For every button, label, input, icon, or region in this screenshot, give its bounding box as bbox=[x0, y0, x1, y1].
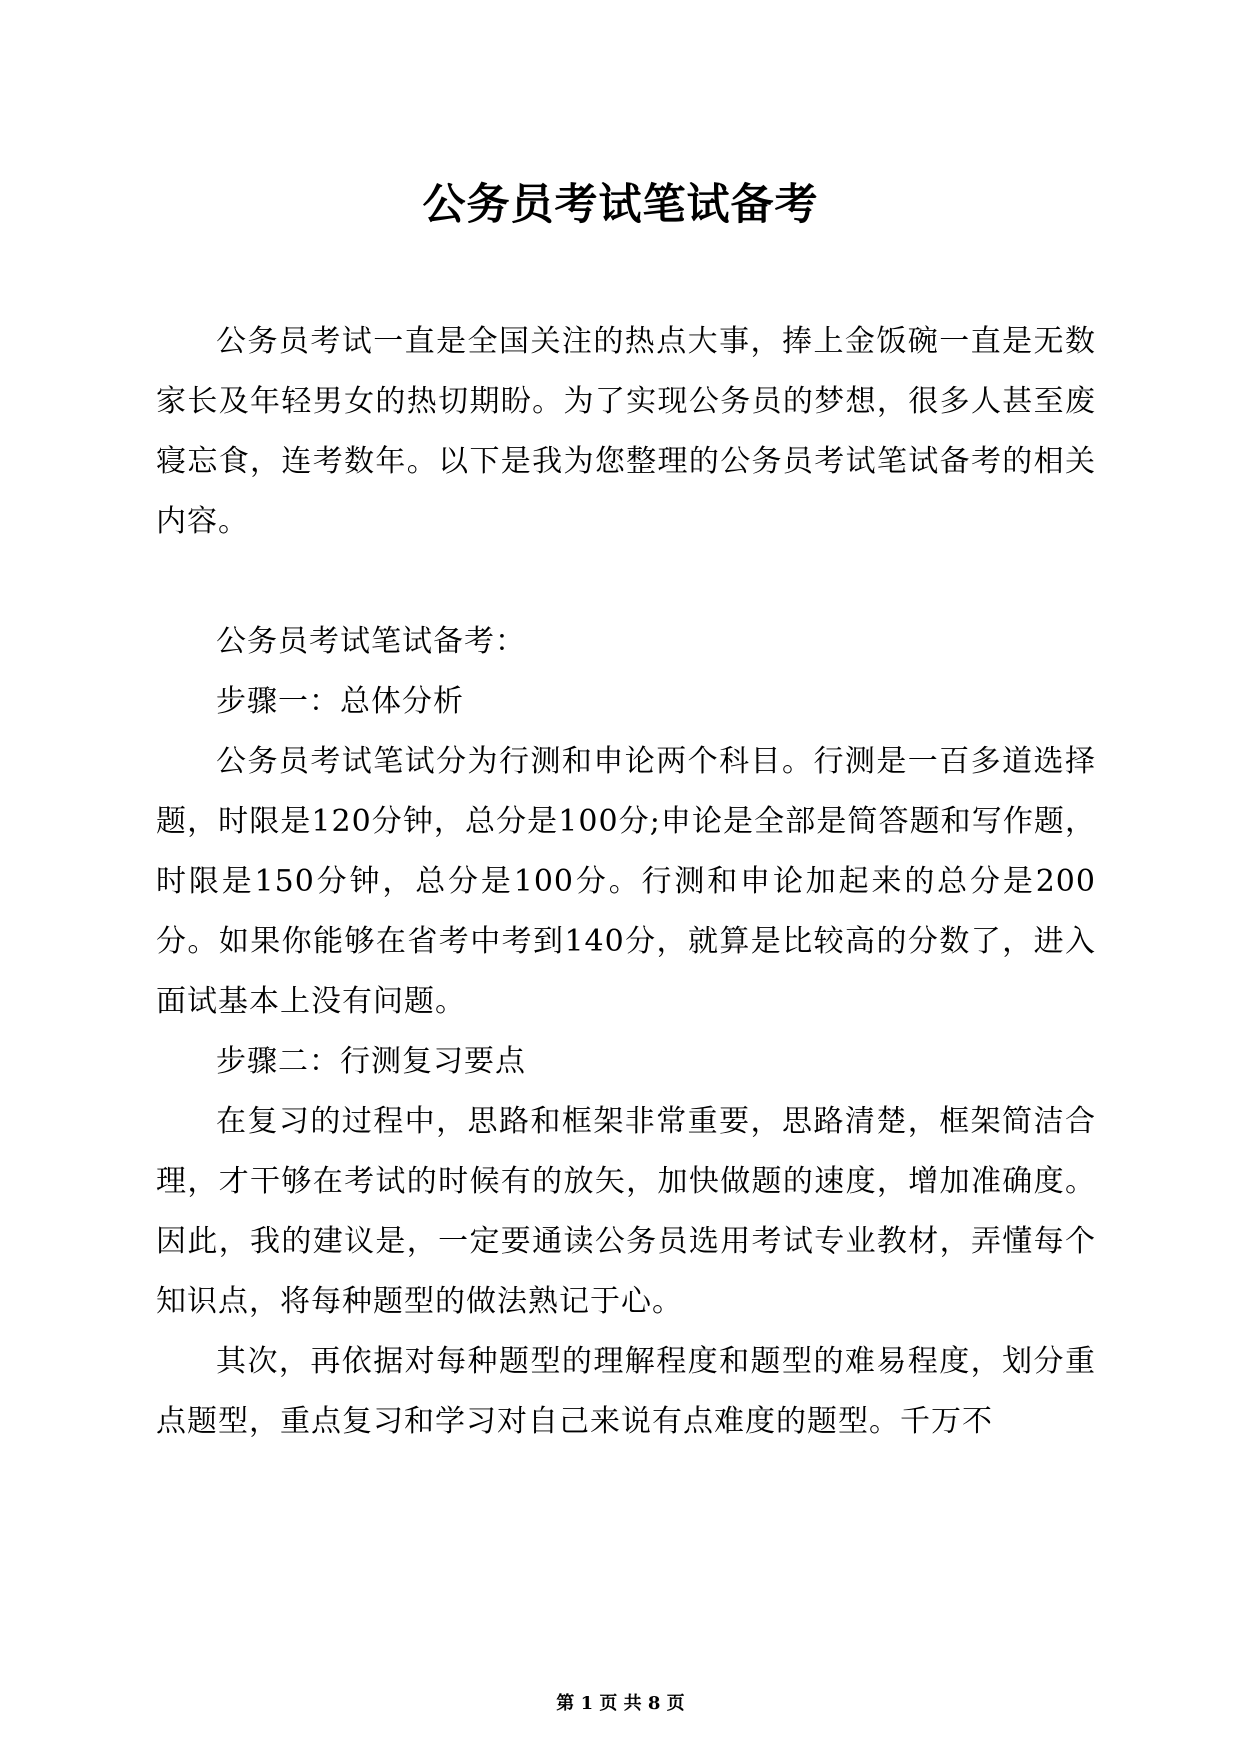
paragraph-section-heading: 公务员考试笔试备考： bbox=[216, 624, 526, 659]
document-body bbox=[156, 312, 1096, 1452]
paragraph-step-two-body: 在复习的过程中，思路和框架非常重要，思路清楚，框架简洁合理，才干够在考试的时候有的放矢，加快做题的速度，增加准确度。因此，我的建议是，一定要通读公务员选用考试专业教材，弄懂每个知识点，将每种题型的做法熟记于心。 bbox=[156, 1104, 1096, 1319]
paragraph-intro: 公务员考试一直是全国关注的热点大事，捧上金饭碗一直是无数家长及年轻男女的热切期盼。为了实现公务员的梦想，很多人甚至废寝忘食，连考数年。以下是我为您整理的公务员考试笔试备考的相关内容。 bbox=[156, 324, 1096, 539]
paragraph-step-one-body: 公务员考试笔试分为行测和申论两个科目。行测是一百多道选择题，时限是120分钟，总分是100分;申论是全部是简答题和写作题，时限是150分钟，总分是100分。行测和申论加起来的总分是200分。如果你能够在省考中考到140分，就算是比较高的分数了，进入面试基本上没有问题。 bbox=[156, 744, 1096, 1019]
page-footer: 第 1 页 共 8 页 bbox=[556, 1693, 685, 1714]
paragraph-next: 其次，再依据对每种题型的理解程度和题型的难易程度，划分重点题型，重点复习和学习对自己来说有点难度的题型。千万不 bbox=[156, 1344, 1096, 1439]
document-title: 公务员考试笔试备考 bbox=[422, 180, 819, 230]
paragraph-step-one-heading: 步骤一：总体分析 bbox=[216, 684, 464, 719]
paragraph-step-two-heading: 步骤二：行测复习要点 bbox=[216, 1044, 526, 1079]
